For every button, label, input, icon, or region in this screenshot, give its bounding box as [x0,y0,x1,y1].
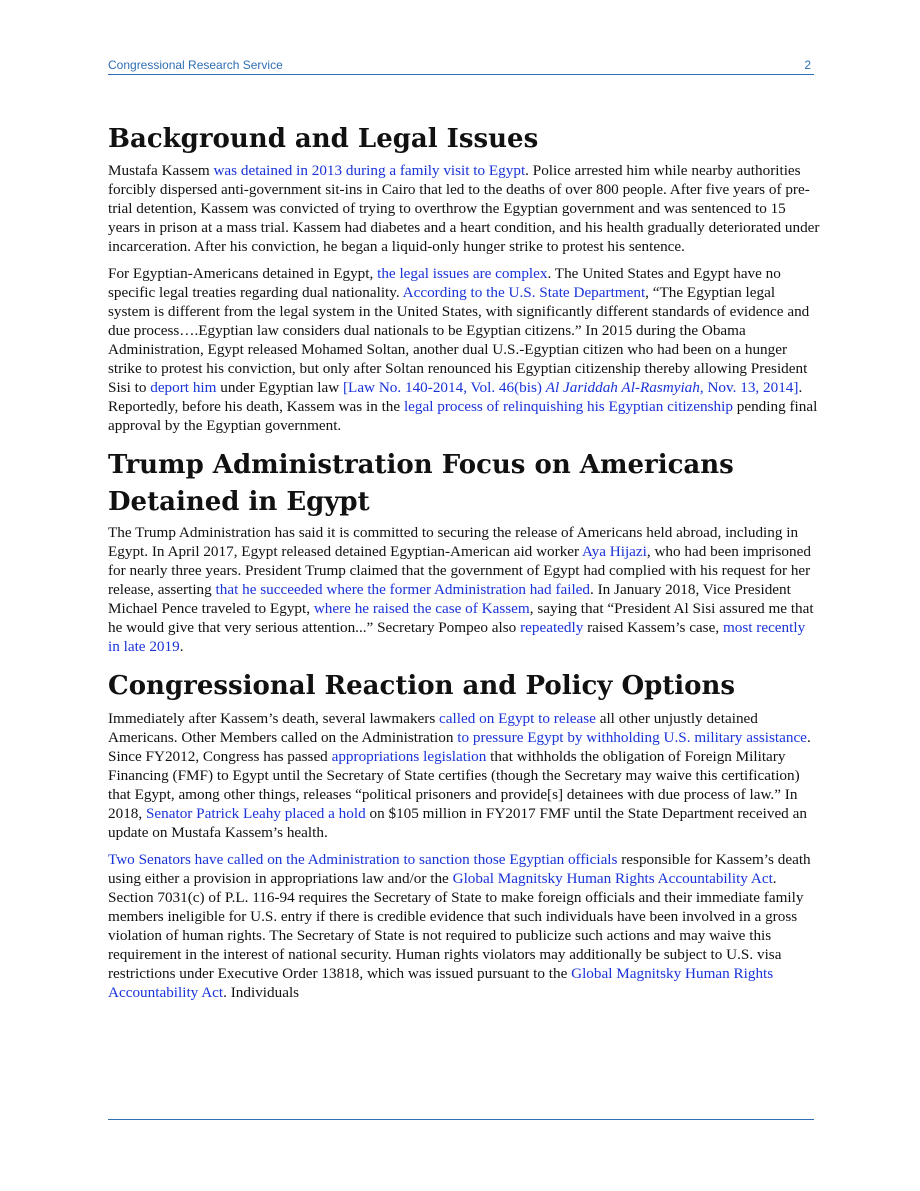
inline-link[interactable]: [Law No. 140-2014, Vol. 46(bis) [342,379,546,396]
paragraph [108,850,820,1002]
inline-link[interactable]: Global Magnitsky Human Rights Accountability Act [452,870,773,887]
text-run: , “The Egyptian legal system is different from the legal system in the United States, with significantly different standards of evidence and due process….Egyptian law considers dual nationals to be Egyptian citizens.” In 2015 during the Obama Administration, Egypt released Mohamed Soltan, another dual U.S.-Egyptian citizen who had been on a hunger strike to protest his conviction, but only after Soltan renounced his Egyptian citizenship thereby allowing President Sisi to [108,284,810,396]
inline-link[interactable]: most recently in late 2019 [108,619,806,655]
text-run: under Egyptian law [216,379,343,396]
inline-link[interactable]: deport him [150,379,217,396]
text-run: responsible for Kassem’s death using either a provision in appropriations law and/or the [108,851,811,887]
inline-link[interactable]: was detained in 2013 during a family visit to Egypt [213,162,526,179]
text-run: For Egyptian-Americans detained in Egypt, [108,265,378,282]
page-number: 2 [804,58,811,72]
text-run: , who had been imprisoned for nearly three years. President Trump claimed that the government of Egypt had complied with his request for her release, asserting [108,543,811,598]
text-run: raised Kassem’s case, [583,619,723,636]
text-run: Mustafa Kassem [108,162,214,179]
text-run: . Reportedly, before his death, Kassem was in the [108,379,803,415]
text-run: . The United States and Egypt have no specific legal treaties regarding dual nationality. [108,265,781,301]
section-heading: Background and Legal Issues [108,124,539,154]
inline-link[interactable]: where he raised the case of Kassem [313,600,530,617]
text-run: The Trump Administration has said it is committed to securing the release of Americans held abroad, including in Egypt. In April 2017, Egypt released detained Egyptian-American aid worker [108,524,799,560]
section-heading: Trump Administration Focus on Americans Detained in Egypt [108,450,734,517]
inline-link[interactable]: that he succeeded where the former Administration had failed [215,581,591,598]
paragraph [108,264,820,435]
text-run: . [179,638,184,655]
inline-link[interactable]: repeatedly [520,619,584,636]
text-run: . Section 7031(c) of P.L. 116-94 requires the Secretary of State to make foreign officials and their immediate family members ineligible for U.S. entry if there is credible evidence that such individuals have been involved in a gross violation of human rights. The Secretary of State is not required to publicize such actions and may waive this requirement in the interest of national security. Human rights violators may additionally be subject to U.S. visa restrictions under Executive Order 13818, which was issued pursuant to the [108,870,804,982]
inline-link[interactable]: Al Jariddah Al-Rasmyiah [545,379,700,396]
paragraph [108,523,820,656]
text-run: . Since FY2012, Congress has passed [108,729,811,765]
text-run: pending final approval by the Egyptian government. [108,398,818,434]
inline-link[interactable]: the legal issues are complex [377,265,548,282]
page-header [108,58,814,75]
inline-link[interactable]: called on Egypt to release [439,710,596,727]
document-body [108,121,820,1010]
footer-divider [108,1119,814,1120]
section-heading: Congressional Reaction and Policy Options [108,671,736,701]
text-run: , saying that “President Al Sisi assured me that he would give that very serious attention...” Secretary Pompeo also [108,600,814,636]
inline-link[interactable]: , Nov. 13, 2014] [699,379,799,396]
text-run: . In January 2018, Vice President Michael Pence traveled to Egypt, [108,581,791,617]
text-run: on $105 million in FY2017 FMF until the State Department received an update on Mustafa Kassem’s health. [108,805,807,841]
text-run: . Police arrested him while nearby authorities forcibly dispersed anti-government sit-ins in Cairo that led to the deaths of over 800 people. After five years of pre-trial detention, Kassem was convicted of trying to overthrow the Egyptian government and was sentenced to 15 years in prison at a mass trial. Kassem had diabetes and a heart condition, and his health gradually deteriorated under incarceration. After his conviction, he began a liquid-only hunger strike to protest his sentence. [108,162,820,255]
inline-link[interactable]: to pressure Egypt by withholding U.S. military assistance [457,729,807,746]
text-run: . Individuals [223,984,300,1001]
inline-link[interactable]: Two Senators have called on the Administration to sanction those Egyptian officials [108,851,618,868]
inline-link[interactable]: appropriations legislation [331,748,487,765]
inline-link[interactable]: Aya Hijazi [582,543,647,560]
text-run: all other unjustly detained Americans. Other Members called on the Administration [108,710,758,746]
paragraph [108,709,820,842]
text-run: Immediately after Kassem’s death, several lawmakers [108,710,440,727]
inline-link[interactable]: legal process of relinquishing his Egyptian citizenship [403,398,733,415]
text-run: that withholds the obligation of Foreign Military Financing (FMF) to Egypt until the Secretary of State certifies (though the Secretary may waive this certification) that Egypt, among other things, releases “political prisoners and provide[s] detainees with due process of law.” In 2018, [108,748,800,822]
header-org-name: Congressional Research Service [108,58,283,72]
inline-link[interactable]: According to the U.S. State Department [402,284,646,301]
paragraph [108,161,820,256]
inline-link[interactable]: Senator Patrick Leahy placed a hold [145,805,366,822]
inline-link[interactable]: Global Magnitsky Human Rights Accountability Act [108,965,774,1001]
